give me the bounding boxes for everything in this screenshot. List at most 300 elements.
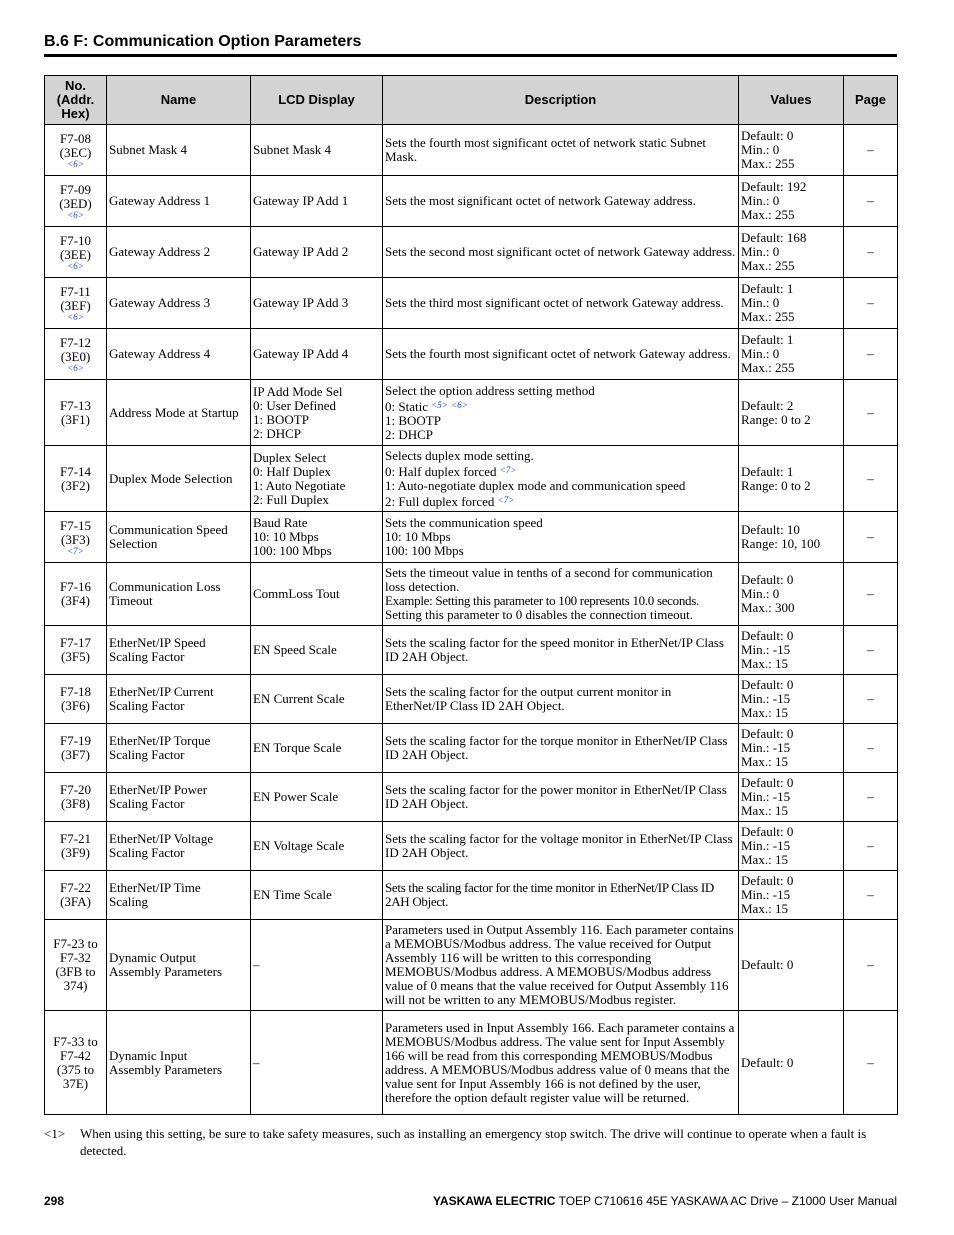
description-text: 1: BOOTP bbox=[385, 412, 441, 428]
lcd-display-cell bbox=[251, 446, 383, 512]
param-number-cell bbox=[45, 822, 107, 871]
description-line bbox=[385, 594, 736, 608]
lcd-display-cell bbox=[251, 512, 383, 563]
page-ref-cell: – bbox=[844, 724, 898, 773]
lcd-display-text: Gateway IP Add 3 bbox=[253, 295, 349, 310]
table-row bbox=[45, 626, 898, 675]
param-name: EtherNet/IP Torque bbox=[109, 733, 211, 748]
value-text: Max.: 255 bbox=[741, 309, 795, 324]
value-text: Default: 0 bbox=[741, 726, 794, 741]
description-line bbox=[385, 245, 736, 259]
table-row bbox=[45, 227, 898, 278]
param-number: F7-12 bbox=[59, 334, 92, 350]
param-number-cell bbox=[45, 675, 107, 724]
value-text: Default: 0 bbox=[741, 677, 794, 692]
column-header-description: Description bbox=[383, 76, 739, 125]
param-number: F7-11 bbox=[60, 283, 91, 299]
param-name: Dynamic Input bbox=[109, 1047, 188, 1063]
page-ref-cell: – bbox=[844, 920, 898, 1011]
lcd-display-cell bbox=[251, 675, 383, 724]
param-name-cell bbox=[107, 512, 251, 563]
param-number-cell bbox=[45, 278, 107, 329]
param-address: (3FA) bbox=[60, 894, 91, 909]
page-ref-cell: – bbox=[844, 380, 898, 446]
description-line bbox=[385, 783, 736, 811]
values-cell bbox=[739, 512, 844, 563]
footnote-text: When using this setting, be sure to take safety measures, such as installing an emergency stop switch. The drive will continue to operate when a fault is detected. bbox=[80, 1126, 867, 1158]
description-line bbox=[385, 493, 736, 509]
param-name-cell bbox=[107, 125, 251, 176]
description-cell bbox=[383, 724, 739, 773]
reference-link[interactable]: <7> bbox=[497, 494, 515, 505]
values-cell bbox=[739, 563, 844, 626]
param-name: EtherNet/IP Speed bbox=[109, 635, 206, 650]
lcd-display-text: Gateway IP Add 4 bbox=[253, 346, 349, 361]
lcd-display-text: – bbox=[253, 1054, 260, 1070]
lcd-display-cell bbox=[251, 773, 383, 822]
param-name-cell bbox=[107, 626, 251, 675]
value-text: Max.: 255 bbox=[741, 207, 795, 222]
param-number-cell bbox=[45, 125, 107, 176]
param-name-cell bbox=[107, 278, 251, 329]
page-ref-cell: – bbox=[844, 675, 898, 724]
table-row bbox=[45, 446, 898, 512]
param-name: Assembly Parameters bbox=[109, 964, 223, 979]
param-address: (3F9) bbox=[61, 845, 90, 860]
param-address: (3F2) bbox=[61, 477, 90, 493]
page-ref-cell: – bbox=[844, 512, 898, 563]
value-text: Default: 0 bbox=[741, 775, 794, 790]
param-address: (3F5) bbox=[61, 649, 90, 664]
param-number: F7-14 bbox=[59, 463, 92, 479]
lcd-display-cell bbox=[251, 724, 383, 773]
table-row bbox=[45, 512, 898, 563]
param-address: (3F8) bbox=[61, 796, 90, 811]
param-number-cell bbox=[45, 773, 107, 822]
param-name: Assembly Parameters bbox=[109, 1061, 223, 1077]
footnote-mark: <1> bbox=[44, 1126, 66, 1141]
value-text: Default: 1 bbox=[741, 281, 794, 296]
values-cell bbox=[739, 125, 844, 176]
description-line bbox=[385, 608, 736, 622]
lcd-display-text: Gateway IP Add 2 bbox=[253, 244, 349, 259]
values-cell bbox=[739, 278, 844, 329]
table-row bbox=[45, 675, 898, 724]
value-text: Max.: 255 bbox=[741, 156, 795, 171]
param-name: Scaling Factor bbox=[109, 796, 185, 811]
description-text: 2: DHCP bbox=[385, 426, 434, 442]
description-line bbox=[385, 414, 736, 428]
description-cell bbox=[383, 773, 739, 822]
description-cell bbox=[383, 176, 739, 227]
description-line bbox=[385, 1021, 736, 1105]
param-number: F7-20 bbox=[59, 782, 92, 797]
lcd-display-text: Gateway IP Add 1 bbox=[253, 193, 349, 208]
description-line bbox=[385, 398, 736, 414]
page-ref-cell: – bbox=[844, 871, 898, 920]
description-cell bbox=[383, 626, 739, 675]
reference-link[interactable]: <6> bbox=[67, 311, 84, 322]
param-name-cell bbox=[107, 871, 251, 920]
page-ref-cell: – bbox=[844, 329, 898, 380]
param-address: (3ED) bbox=[59, 195, 92, 211]
description-text: Sets the second most significant octet of network Gateway address. bbox=[385, 244, 736, 259]
footnote bbox=[44, 1125, 897, 1159]
table-row bbox=[45, 871, 898, 920]
reference-link[interactable]: <6> bbox=[67, 209, 84, 220]
description-line bbox=[385, 136, 736, 164]
param-name-cell bbox=[107, 176, 251, 227]
description-text: 1: Auto-negotiate duplex mode and communication speed bbox=[385, 477, 686, 493]
description-text: Select the option address setting method bbox=[385, 382, 595, 398]
param-number-cell bbox=[45, 329, 107, 380]
description-text: 2: Full duplex forced bbox=[385, 493, 498, 509]
lcd-display-text: Baud Rate bbox=[253, 515, 308, 530]
values-cell bbox=[739, 871, 844, 920]
value-text: Default: 2 bbox=[741, 397, 794, 413]
value-text: Max.: 15 bbox=[741, 705, 788, 720]
table-row bbox=[45, 380, 898, 446]
column-header-values: Values bbox=[739, 76, 844, 125]
description-line bbox=[385, 923, 736, 1007]
param-address: F7-32 bbox=[59, 950, 92, 965]
table-row bbox=[45, 1011, 898, 1115]
param-address: (375 to bbox=[56, 1061, 95, 1077]
table-row bbox=[45, 563, 898, 626]
lcd-display-cell bbox=[251, 822, 383, 871]
lcd-display-cell bbox=[251, 125, 383, 176]
description-text: Sets the communication speed bbox=[385, 515, 543, 530]
description-text: Sets the fourth most significant octet of network Gateway address. bbox=[385, 346, 731, 361]
param-name-cell bbox=[107, 822, 251, 871]
value-text: Default: 0 bbox=[741, 824, 794, 839]
lcd-display-cell bbox=[251, 626, 383, 675]
lcd-display-text: 10: 10 Mbps bbox=[253, 529, 319, 544]
description-line bbox=[385, 530, 736, 544]
description-line bbox=[385, 734, 736, 762]
value-text: Max.: 15 bbox=[741, 754, 788, 769]
param-number: F7-21 bbox=[59, 831, 92, 846]
parameter-table bbox=[44, 75, 898, 1115]
param-address: (3E0) bbox=[60, 348, 91, 364]
values-cell bbox=[739, 920, 844, 1011]
param-number-cell bbox=[45, 724, 107, 773]
page-ref-cell: – bbox=[844, 176, 898, 227]
description-cell bbox=[383, 278, 739, 329]
value-text: Max.: 15 bbox=[741, 852, 788, 867]
page-ref-cell: – bbox=[844, 278, 898, 329]
param-address: (3EF) bbox=[60, 297, 91, 313]
param-name: Communication Loss bbox=[109, 579, 221, 594]
param-name: EtherNet/IP Voltage bbox=[109, 831, 214, 846]
reference-link[interactable]: <6> bbox=[67, 260, 84, 271]
lcd-display-text: EN Power Scale bbox=[253, 789, 339, 804]
description-line bbox=[385, 479, 736, 493]
lcd-display-cell bbox=[251, 329, 383, 380]
description-cell bbox=[383, 125, 739, 176]
lcd-display-text: Duplex Select bbox=[253, 449, 327, 465]
param-number: F7-15 bbox=[59, 517, 92, 533]
param-name: Subnet Mask 4 bbox=[109, 142, 187, 157]
column-header-page: Page bbox=[844, 76, 898, 125]
page-ref-cell: – bbox=[844, 626, 898, 675]
reference-link[interactable]: <6> bbox=[67, 362, 84, 373]
table-row bbox=[45, 822, 898, 871]
param-address: (3EE) bbox=[59, 246, 92, 262]
description-line bbox=[385, 296, 736, 310]
values-cell bbox=[739, 329, 844, 380]
values-cell bbox=[739, 176, 844, 227]
description-cell bbox=[383, 675, 739, 724]
param-number-cell bbox=[45, 380, 107, 446]
section-title: B.6 F: Communication Option Parameters bbox=[44, 33, 362, 50]
param-name: Scaling Factor bbox=[109, 747, 185, 762]
description-cell bbox=[383, 512, 739, 563]
value-text: Min.: 0 bbox=[741, 586, 780, 601]
param-number-cell bbox=[45, 176, 107, 227]
value-text: Min.: -15 bbox=[741, 838, 791, 853]
lcd-display-text: 0: User Defined bbox=[253, 397, 337, 413]
param-name-cell bbox=[107, 1011, 251, 1115]
param-name-cell bbox=[107, 563, 251, 626]
param-number: F7-17 bbox=[59, 635, 92, 650]
description-line bbox=[385, 194, 736, 208]
description-text: Parameters used in Input Assembly 166. Each parameter contains a MEMOBUS/Modbus address. The value sent for Input Assembly 166 will be read from this corresponding MEMOBUS/Modbus address. A MEMOBUS/Modbus address value of 0 means that the value sent for Input Assembly 166 is not defined by the user, therefore the option default register value will be returned. bbox=[385, 1019, 735, 1105]
description-text: 100: 100 Mbps bbox=[385, 543, 464, 558]
param-number: F7-13 bbox=[59, 397, 92, 413]
value-text: Default: 10 bbox=[741, 522, 800, 537]
description-cell bbox=[383, 329, 739, 380]
param-name: Communication Speed bbox=[109, 522, 228, 537]
value-text: Min.: 0 bbox=[741, 142, 780, 157]
lcd-display-text: 2: Full Duplex bbox=[253, 491, 329, 507]
param-number: F7-19 bbox=[59, 733, 92, 748]
lcd-display-text: EN Voltage Scale bbox=[253, 838, 345, 853]
table-row bbox=[45, 278, 898, 329]
lcd-display-cell bbox=[251, 278, 383, 329]
param-address: (3F1) bbox=[61, 411, 90, 427]
value-text: Default: 0 bbox=[741, 957, 794, 972]
value-text: Min.: 0 bbox=[741, 295, 780, 310]
param-address: 37E) bbox=[62, 1075, 89, 1091]
reference-link[interactable]: <6> bbox=[451, 399, 468, 410]
lcd-display-text: Subnet Mask 4 bbox=[253, 142, 331, 157]
value-text: Max.: 255 bbox=[741, 258, 795, 273]
param-number: F7-09 bbox=[59, 181, 92, 197]
reference-link[interactable]: <5> bbox=[431, 399, 448, 410]
param-address: 374) bbox=[63, 978, 88, 993]
description-text: Sets the scaling factor for the output current monitor in EtherNet/IP Class ID 2AH Object. bbox=[385, 684, 672, 713]
footer-doc-ref: TOEP C710616 45E YASKAWA AC Drive – Z1000 User Manual bbox=[555, 1194, 897, 1208]
param-number-cell bbox=[45, 563, 107, 626]
value-text: Default: 0 bbox=[741, 1054, 794, 1070]
param-address: (3F3) bbox=[61, 531, 90, 547]
param-number: F7-22 bbox=[59, 880, 92, 895]
values-cell bbox=[739, 675, 844, 724]
description-line bbox=[385, 384, 736, 398]
values-cell bbox=[739, 773, 844, 822]
description-text: Selects duplex mode setting. bbox=[385, 447, 534, 463]
lcd-display-text: CommLoss Tout bbox=[253, 586, 340, 601]
values-cell bbox=[739, 724, 844, 773]
lcd-display-text: 100: 100 Mbps bbox=[253, 543, 332, 558]
lcd-display-text: EN Current Scale bbox=[253, 691, 345, 706]
description-cell bbox=[383, 446, 739, 512]
description-line bbox=[385, 544, 736, 558]
page-ref-cell: – bbox=[844, 822, 898, 871]
param-name: EtherNet/IP Time bbox=[109, 880, 201, 895]
page-ref-cell: – bbox=[844, 563, 898, 626]
description-line bbox=[385, 832, 736, 860]
param-name-cell bbox=[107, 227, 251, 278]
page-ref-cell: – bbox=[844, 125, 898, 176]
reference-link[interactable]: <6> bbox=[67, 158, 84, 169]
param-name: Gateway Address 1 bbox=[109, 193, 211, 208]
param-number-cell bbox=[45, 871, 107, 920]
description-text: Sets the timeout value in tenths of a second for communication loss detection. bbox=[385, 565, 713, 594]
param-name: Selection bbox=[109, 536, 158, 551]
value-text: Min.: 0 bbox=[741, 244, 780, 259]
reference-link[interactable]: <7> bbox=[499, 464, 517, 475]
param-name-cell bbox=[107, 380, 251, 446]
values-cell bbox=[739, 446, 844, 512]
param-number-cell bbox=[45, 446, 107, 512]
value-text: Range: 10, 100 bbox=[741, 536, 821, 551]
lcd-display-cell bbox=[251, 563, 383, 626]
lcd-display-cell bbox=[251, 176, 383, 227]
param-address: (3F4) bbox=[61, 593, 90, 608]
value-text: Min.: 0 bbox=[741, 193, 780, 208]
description-text: Setting this parameter to 0 disables the connection timeout. bbox=[385, 607, 693, 622]
param-number-cell bbox=[45, 626, 107, 675]
lcd-display-cell bbox=[251, 1011, 383, 1115]
param-number: F7-16 bbox=[59, 579, 92, 594]
table-row bbox=[45, 329, 898, 380]
description-line bbox=[385, 685, 736, 713]
lcd-display-text: 0: Half Duplex bbox=[253, 463, 331, 479]
value-text: Min.: -15 bbox=[741, 887, 791, 902]
title-divider bbox=[44, 54, 897, 57]
value-text: Max.: 255 bbox=[741, 360, 795, 375]
values-cell bbox=[739, 227, 844, 278]
value-text: Range: 0 to 2 bbox=[741, 411, 811, 427]
description-text: Sets the third most significant octet of network Gateway address. bbox=[385, 295, 724, 310]
value-text: Max.: 15 bbox=[741, 656, 788, 671]
value-text: Min.: -15 bbox=[741, 642, 791, 657]
lcd-display-cell bbox=[251, 227, 383, 278]
values-cell bbox=[739, 626, 844, 675]
param-name: Gateway Address 3 bbox=[109, 295, 211, 310]
param-number-cell bbox=[45, 227, 107, 278]
page-number: 298 bbox=[44, 1194, 65, 1208]
param-number-cell bbox=[45, 920, 107, 1011]
lcd-display-cell bbox=[251, 380, 383, 446]
param-address: (3FB to bbox=[55, 964, 96, 979]
value-text: Min.: 0 bbox=[741, 346, 780, 361]
param-name-cell bbox=[107, 724, 251, 773]
value-text: Default: 0 bbox=[741, 128, 794, 143]
lcd-display-text: – bbox=[253, 957, 260, 972]
description-line bbox=[385, 566, 736, 594]
param-name: Timeout bbox=[109, 593, 153, 608]
lcd-display-text: EN Time Scale bbox=[253, 887, 332, 902]
value-text: Default: 192 bbox=[741, 179, 807, 194]
lcd-display-cell bbox=[251, 920, 383, 1011]
param-name: EtherNet/IP Power bbox=[109, 782, 208, 797]
param-number: F7-33 to bbox=[53, 1033, 98, 1049]
description-cell bbox=[383, 563, 739, 626]
description-text: Example: Setting this parameter to 100 represents 10.0 seconds. bbox=[385, 593, 699, 608]
param-name: Dynamic Output bbox=[109, 950, 197, 965]
param-name: Address Mode at Startup bbox=[109, 404, 239, 420]
description-line bbox=[385, 636, 736, 664]
lcd-display-cell bbox=[251, 871, 383, 920]
value-text: Max.: 15 bbox=[741, 901, 788, 916]
param-name: EtherNet/IP Current bbox=[109, 684, 214, 699]
description-line bbox=[385, 347, 736, 361]
values-cell bbox=[739, 822, 844, 871]
description-text: Sets the fourth most significant octet of network static Subnet Mask. bbox=[385, 135, 706, 164]
value-text: Max.: 300 bbox=[741, 600, 795, 615]
lcd-display-text: IP Add Mode Sel bbox=[253, 383, 343, 399]
column-header-no: No. (Addr. Hex) bbox=[45, 76, 107, 125]
description-text: Sets the scaling factor for the power monitor in EtherNet/IP Class ID 2AH Object. bbox=[385, 782, 727, 811]
page-ref-cell: – bbox=[844, 773, 898, 822]
param-number-cell bbox=[45, 512, 107, 563]
description-line bbox=[385, 881, 736, 909]
value-text: Default: 1 bbox=[741, 332, 794, 347]
value-text: Max.: 15 bbox=[741, 803, 788, 818]
param-name: Scaling Factor bbox=[109, 698, 185, 713]
value-text: Default: 168 bbox=[741, 230, 807, 245]
param-name: Scaling Factor bbox=[109, 649, 185, 664]
param-address: (3EC) bbox=[59, 144, 92, 160]
page-ref-cell: – bbox=[844, 446, 898, 512]
footer-brand: YASKAWA ELECTRIC bbox=[433, 1194, 556, 1208]
description-line bbox=[385, 428, 736, 442]
column-header-name: Name bbox=[107, 76, 251, 125]
page-ref-cell: – bbox=[844, 1011, 898, 1115]
page-ref-cell: – bbox=[844, 227, 898, 278]
values-cell bbox=[739, 1011, 844, 1115]
value-text: Min.: -15 bbox=[741, 740, 791, 755]
param-address: (3F7) bbox=[61, 747, 90, 762]
description-text: Sets the most significant octet of network Gateway address. bbox=[385, 193, 696, 208]
param-address: F7-42 bbox=[59, 1047, 92, 1063]
param-name-cell bbox=[107, 329, 251, 380]
description-text: 0: Half duplex forced bbox=[385, 463, 500, 479]
reference-link[interactable]: <7> bbox=[67, 545, 84, 556]
column-header-lcd: LCD Display bbox=[251, 76, 383, 125]
description-cell bbox=[383, 920, 739, 1011]
value-text: Range: 0 to 2 bbox=[741, 477, 811, 493]
description-cell bbox=[383, 871, 739, 920]
description-cell bbox=[383, 227, 739, 278]
lcd-display-text: 1: BOOTP bbox=[253, 411, 309, 427]
value-text: Default: 1 bbox=[741, 463, 794, 479]
description-line bbox=[385, 516, 736, 530]
param-name-cell bbox=[107, 920, 251, 1011]
lcd-display-text: EN Torque Scale bbox=[253, 740, 342, 755]
description-text: Parameters used in Output Assembly 116. Each parameter contains a MEMOBUS/Modbus address. The value received for Output Assembly 116 will be written to this corresponding MEMOBUS/Modbus address. A MEMOBUS/Modbus address value of 0 means that the value received for Output Assembly 116 will not be written to any MEMOBUS/Modbus register. bbox=[385, 922, 734, 1007]
param-name-cell bbox=[107, 446, 251, 512]
value-text: Min.: -15 bbox=[741, 691, 791, 706]
param-number: F7-10 bbox=[59, 232, 92, 248]
table-row bbox=[45, 176, 898, 227]
description-cell bbox=[383, 380, 739, 446]
param-address: (3F6) bbox=[61, 698, 90, 713]
value-text: Default: 0 bbox=[741, 873, 794, 888]
